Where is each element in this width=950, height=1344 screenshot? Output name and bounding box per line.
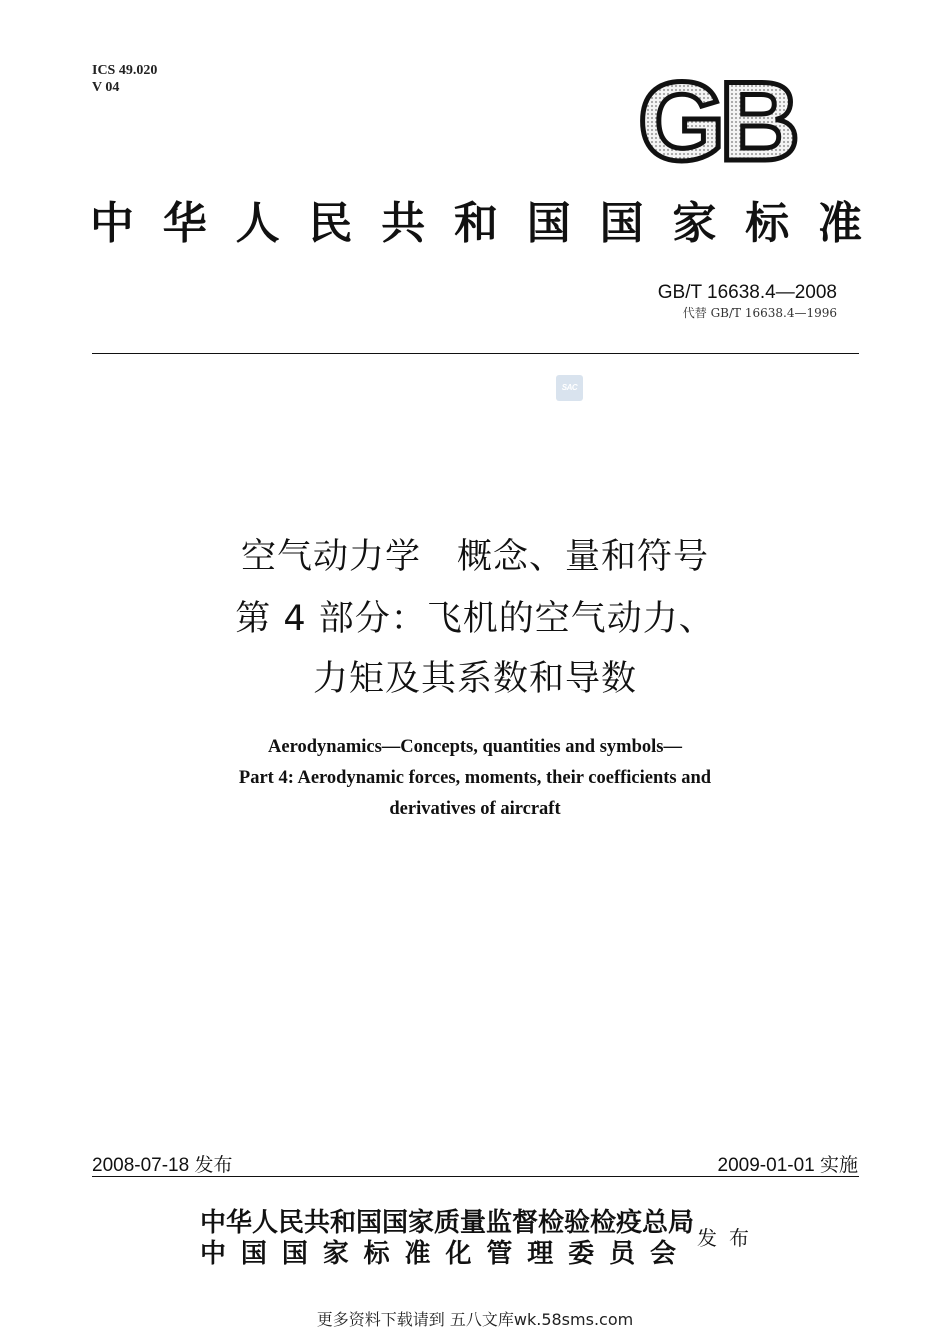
- replaces-standard: 代替 GB/T 16638.4—1996: [682, 306, 837, 320]
- issue-date: 2008-07-18 发布: [92, 1155, 233, 1176]
- ccs-code: V 04: [92, 80, 120, 95]
- english-title-line-3: derivatives of aircraft: [389, 799, 561, 819]
- standard-number-text: GB/T 16638.4—2008: [657, 282, 837, 303]
- top-divider: [92, 353, 859, 354]
- standard-number: [658, 282, 837, 304]
- chinese-title-line-2: 第 4 部分：飞机的空气动力、: [235, 599, 715, 639]
- chinese-title-line-1: 空气动力学 概念、量和符号: [240, 537, 709, 577]
- sac-stamp: SAC: [556, 375, 583, 401]
- english-title-line-1: Aerodynamics—Concepts, quantities and symbols—: [268, 737, 682, 757]
- publish-label: 发布: [697, 1226, 761, 1250]
- gb-logo: [622, 72, 810, 168]
- authority-sac: 中国国家标准化管理委员会: [200, 1239, 676, 1269]
- national-standard-title: 中华人民共和国国家标准: [90, 198, 862, 249]
- implementation-date: 2009-01-01 实施: [717, 1155, 858, 1176]
- ics-code: ICS 49.020: [92, 63, 158, 78]
- chinese-title-line-3: 力矩及其系数和导数: [312, 659, 637, 699]
- ics-block: [92, 62, 157, 96]
- english-title-line-2: Part 4: Aerodynamic forces, moments, their coefficients and: [238, 768, 712, 788]
- authority-aqsiq: 中华人民共和国国家质量监督检验检疫总局: [200, 1208, 695, 1238]
- footer-download-note: 更多资料下载请到 五八文库wk.58sms.com: [316, 1310, 634, 1329]
- gb-logo-text: GB: [638, 72, 794, 168]
- bottom-divider: [92, 1176, 859, 1177]
